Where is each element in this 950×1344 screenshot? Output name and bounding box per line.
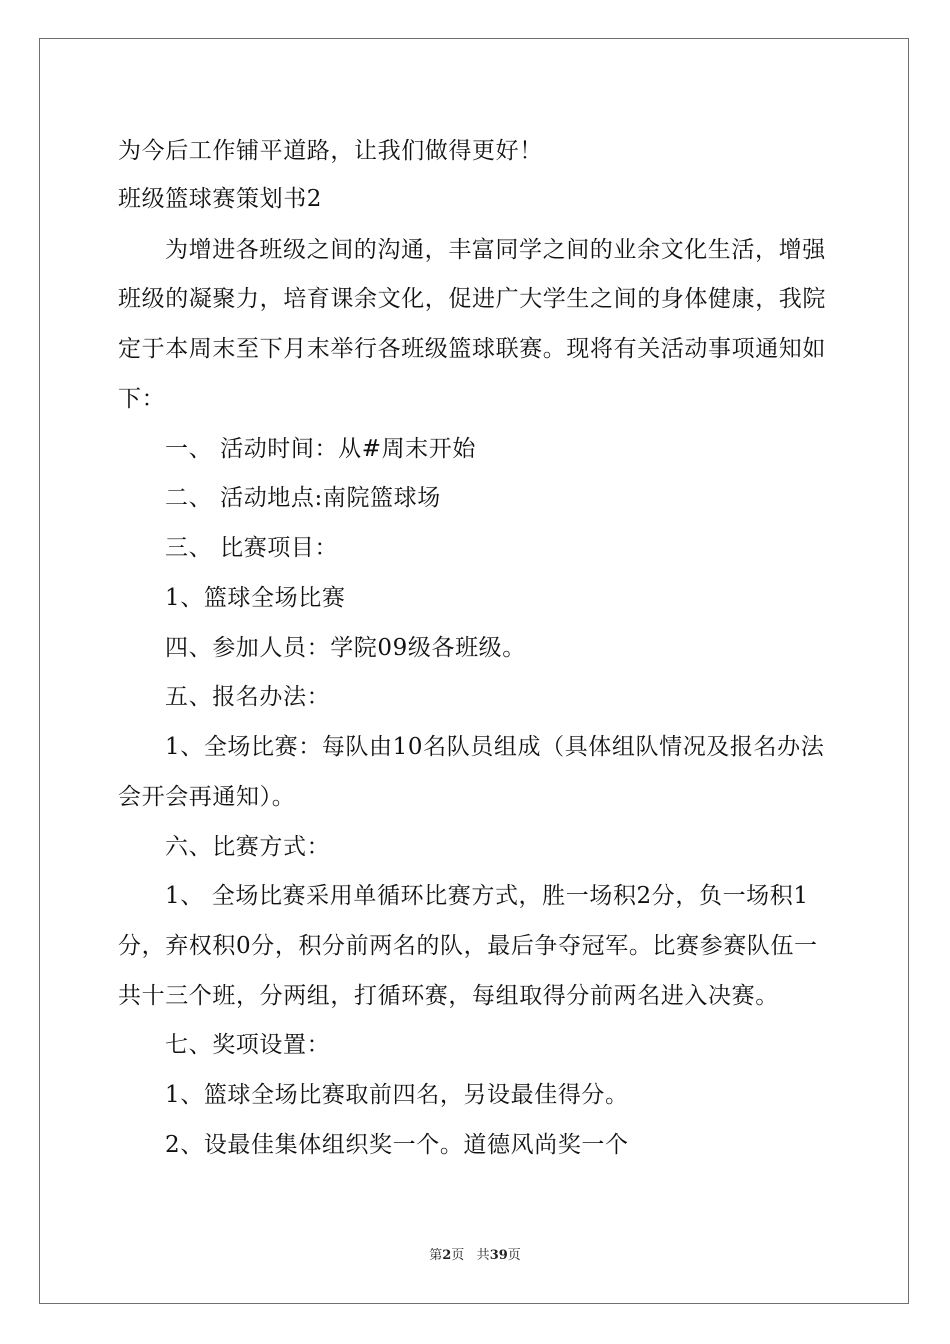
paragraph-line: 会开会再通知）。: [118, 784, 296, 810]
list-item: 五、报名办法：: [165, 684, 331, 710]
list-item: 七、奖项设置：: [165, 1032, 331, 1058]
total-prefix: 共: [476, 1248, 490, 1263]
paragraph-line: 下：: [118, 386, 166, 412]
list-item: 三、 比赛项目：: [165, 535, 339, 561]
page-footer: [0, 1249, 950, 1262]
list-item: 二、 活动地点:南院篮球场: [165, 485, 441, 511]
list-item: 1、 全场比赛采用单循环比赛方式，胜一场积2分，负一场积1: [165, 883, 809, 909]
list-item: 一、 活动时间：从#周末开始: [165, 436, 476, 462]
page-prefix: 第: [429, 1248, 443, 1263]
text-line: 为今后工作铺平道路，让我们做得更好！: [118, 138, 543, 164]
page-suffix: 页: [451, 1248, 465, 1263]
page-border: [39, 38, 909, 1304]
paragraph-line: 为增进各班级之间的沟通，丰富同学之间的业余文化生活，增强: [165, 237, 826, 263]
paragraph-line: 共十三个班，分两组，打循环赛，每组取得分前两名进入决赛。: [118, 983, 779, 1009]
list-item: 六、比赛方式：: [165, 834, 331, 860]
total-suffix: 页: [507, 1248, 521, 1263]
current-page-number: 2: [442, 1248, 452, 1263]
list-item: 1、全场比赛：每队由10名队员组成（具体组队情况及报名办法: [165, 734, 825, 760]
paragraph-line: 班级的凝聚力，培育课余文化，促进广大学生之间的身体健康，我院: [118, 286, 826, 312]
total-pages-number: 39: [489, 1248, 508, 1263]
paragraph-line: 定于本周末至下月末举行各班级篮球联赛。现将有关活动事项通知如: [118, 336, 826, 362]
list-item: 2、设最佳集体组织奖一个。道德风尚奖一个: [165, 1132, 629, 1158]
list-item: 四、参加人员：学院09级各班级。: [165, 635, 526, 661]
list-item: 1、篮球全场比赛取前四名，另设最佳得分。: [165, 1082, 629, 1108]
paragraph-line: 分，弃权积0分，积分前两名的队，最后争夺冠军。比赛参赛队伍一: [118, 933, 818, 959]
list-item: 1、篮球全场比赛: [165, 585, 346, 611]
section-title: 班级篮球赛策划书2: [118, 186, 323, 212]
